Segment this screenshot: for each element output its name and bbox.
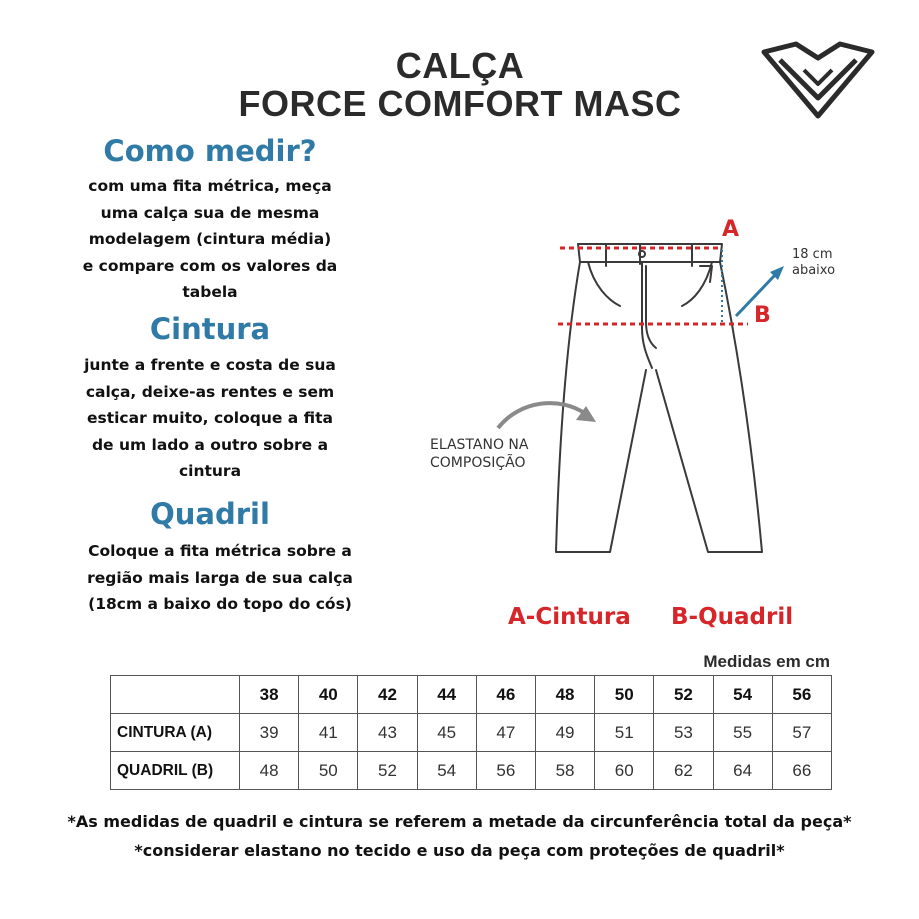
size-header-cell: 56 <box>772 676 831 714</box>
size-header-cell: 38 <box>240 676 299 714</box>
text-line: e compare com os valores da <box>82 256 338 275</box>
table-cell: 49 <box>535 714 594 752</box>
table-cell: 47 <box>476 714 535 752</box>
size-header-cell: 46 <box>476 676 535 714</box>
text-line: região mais larga de sua calça <box>87 568 353 587</box>
label-a: A <box>722 217 740 242</box>
hip-text <box>40 538 400 618</box>
table-cell: 58 <box>535 752 594 790</box>
text-line: de um lado a outro sobre a <box>91 435 329 454</box>
curved-arrow-icon <box>498 403 586 428</box>
table-cell: 51 <box>595 714 654 752</box>
header-corner-cell <box>111 676 240 714</box>
text-line: modelagem (cintura média) <box>88 230 332 248</box>
table-caption: Medidas em cm <box>703 652 830 671</box>
size-header-cell: 40 <box>299 676 358 714</box>
table-cell: 39 <box>240 714 299 752</box>
below-note <box>792 247 862 279</box>
size-table <box>110 675 832 790</box>
elastane-note-line2: COMPOSIÇÃO <box>430 455 526 471</box>
below-note-line2: abaixo <box>792 263 836 278</box>
table-cell: 56 <box>476 752 535 790</box>
row-label-hip: QUADRIL (B) <box>111 752 240 790</box>
size-header-cell: 48 <box>535 676 594 714</box>
table-cell: 48 <box>240 752 299 790</box>
how-to-measure-text <box>30 173 390 306</box>
table-cell: 54 <box>417 752 476 790</box>
row-label-waist: CINTURA (A) <box>111 714 240 752</box>
table-cell: 62 <box>654 752 713 790</box>
pants-outline <box>556 244 762 552</box>
text-line: esticar muito, coloque a fita <box>86 409 334 427</box>
below-note-line1: 18 cm <box>792 247 833 262</box>
text-line: (18cm a baixo do topo do cós) <box>88 595 352 613</box>
text-line: Coloque a fita métrica sobre a <box>88 542 352 560</box>
legend-hip: B-Quadril <box>671 604 794 630</box>
footnote-measures: *As medidas de quadril e cintura se referem a metade da circunferência total da peça* <box>67 812 852 831</box>
chevron-shield-logo-icon <box>758 40 878 122</box>
table-row <box>111 752 832 790</box>
size-header-row <box>111 676 832 714</box>
table-cell: 60 <box>595 752 654 790</box>
text-line: cintura <box>178 462 242 480</box>
table-cell: 53 <box>654 714 713 752</box>
table-row <box>111 714 832 752</box>
legend-waist: A-Cintura <box>508 604 631 630</box>
label-b: B <box>754 303 771 328</box>
product-title-line1: CALÇA <box>395 45 525 86</box>
table-cell: 66 <box>772 752 831 790</box>
table-cell: 50 <box>299 752 358 790</box>
table-cell: 45 <box>417 714 476 752</box>
text-line: com uma fita métrica, meça <box>88 177 332 195</box>
size-header-cell: 52 <box>654 676 713 714</box>
table-cell: 64 <box>713 752 772 790</box>
footnote-elastane: *considerar elastano no tecido e uso da peça com proteções de quadril* <box>134 841 785 860</box>
table-cell: 41 <box>299 714 358 752</box>
table-cell: 57 <box>772 714 831 752</box>
waist-text <box>30 352 390 485</box>
text-line: junte a frente e costa de sua <box>84 356 336 374</box>
table-cell: 55 <box>713 714 772 752</box>
text-line: tabela <box>182 283 238 301</box>
waist-heading: Cintura <box>149 312 271 346</box>
table-cell: 52 <box>358 752 417 790</box>
product-title-line2: FORCE COMFORT MASC <box>238 83 682 124</box>
how-to-measure-heading: Como medir? <box>103 134 317 168</box>
table-cell: 43 <box>358 714 417 752</box>
size-header-cell: 50 <box>595 676 654 714</box>
size-header-cell: 42 <box>358 676 417 714</box>
size-header-cell: 44 <box>417 676 476 714</box>
elastane-note-line1: ELASTANO NA <box>430 437 529 453</box>
size-header-cell: 54 <box>713 676 772 714</box>
hip-heading: Quadril <box>150 497 270 531</box>
text-line: uma calça sua de mesma <box>100 203 320 222</box>
elastane-note <box>430 436 560 472</box>
text-line: calça, deixe-as rentes e sem <box>85 382 335 401</box>
